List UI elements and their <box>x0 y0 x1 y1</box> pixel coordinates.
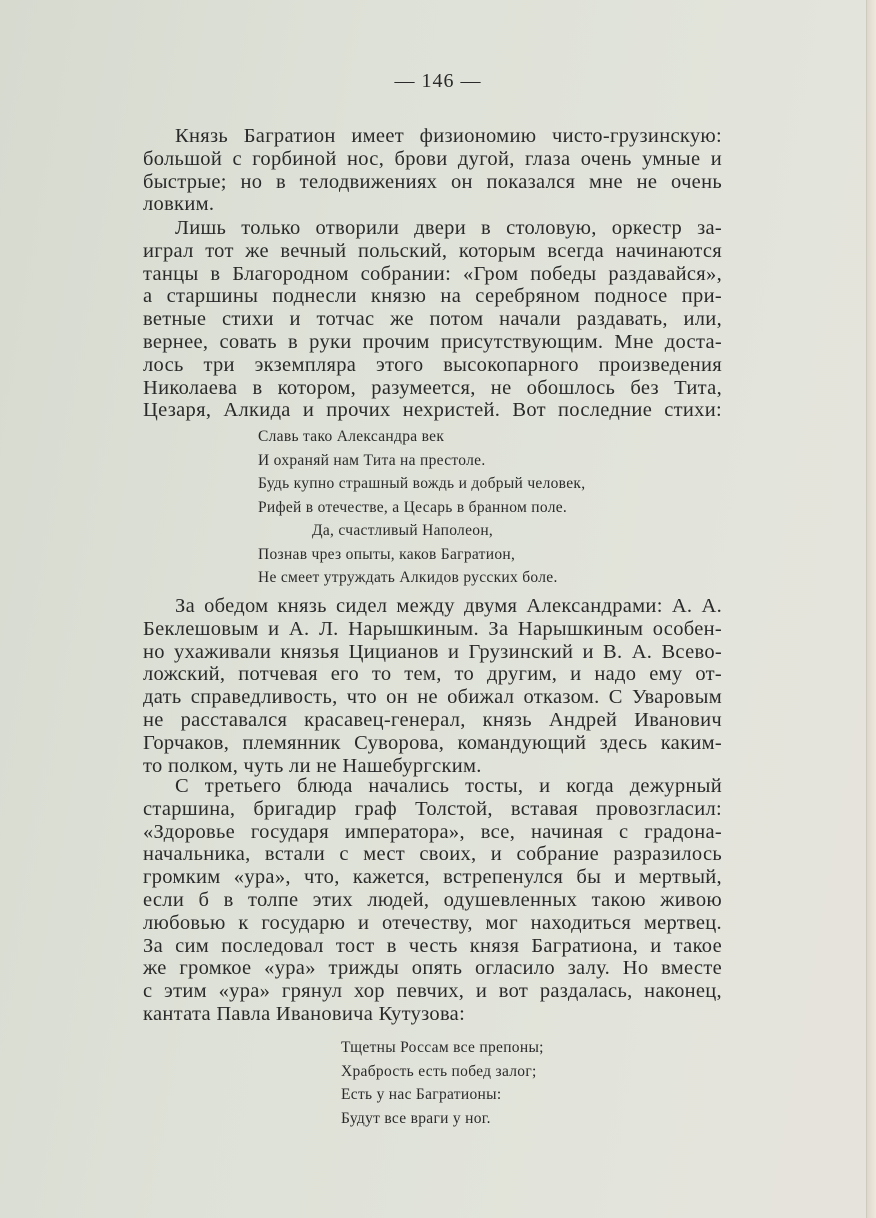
text-line: танцы в Благородном собрании: «Гром победы раздавайся», <box>143 262 722 285</box>
verse-line: Славь тако Александра век <box>258 428 445 445</box>
text-line: но ухаживали князья Цицианов и Грузинский и В. А. Всево- <box>143 640 722 663</box>
paragraph-3 <box>143 595 722 777</box>
paragraph-4 <box>143 775 722 1026</box>
page-number: — 146 — <box>394 70 482 92</box>
text-line: Горчаков, племянник Суворова, командующий здесь каким- <box>143 731 722 754</box>
verse-line: Познав чрез опыты, каков Багратион, <box>258 545 516 563</box>
verse-line: Тщетны Россам все препоны; <box>341 1039 544 1056</box>
verse-line: Рифей в отечестве, а Цесарь в бранном поле. <box>258 498 568 516</box>
paragraph-1 <box>143 125 722 216</box>
text-line: играл тот же вечный польский, которым всегда начинаются <box>143 239 722 262</box>
text-line: если б в толпе этих людей, одушевленных такою живою <box>143 888 722 911</box>
text-line: ветные стихи и тотчас же потом начали раздавать, или, <box>143 308 722 331</box>
text-line: не расставался красавец-генерал, князь Андрей Иванович <box>143 708 722 731</box>
text-line: Князь Багратион имеет физиономию чисто-грузинскую: <box>175 125 722 147</box>
text-line: старшина, бригадир граф Толстой, вставая провозгласил: <box>143 797 722 820</box>
text-line: За обедом князь сидел между двумя Александрами: А. А. <box>175 595 722 617</box>
verse-block-1 <box>258 425 585 590</box>
text-line: вернее, совать в руки прочим присутствующим. Мне доста- <box>143 330 722 353</box>
text-line: лось три экземпляра этого высокопарного произведения <box>143 353 722 376</box>
text-line: громким «ура», что, кажется, встрепенулся бы и мертвый, <box>143 866 722 889</box>
text-line: «Здоровье государя императора», все, начиная с градона- <box>143 820 722 843</box>
paragraph-2 <box>143 217 722 422</box>
verse-line: Будут все враги у ног. <box>341 1109 491 1127</box>
text-line: дать справедливость, что он не обижал отказом. С Уваровым <box>143 686 722 709</box>
verse-line: Есть у нас Багратионы: <box>341 1086 502 1103</box>
verse-line: И охраняй нам Тита на престоле. <box>258 451 486 469</box>
text-line: За сим последовал тост в честь князя Багратиона, и такое <box>143 934 722 957</box>
text-line: быстрые; но в телодвижениях он показался мне не очень <box>143 170 722 193</box>
text-line: любовью к государю и отечеству, мог находиться мертвец. <box>143 911 722 934</box>
verse-block-2 <box>341 1036 544 1130</box>
text-line: ловким. <box>143 193 215 216</box>
text-line: Цезаря, Алкида и прочих нехристей. Вот последние стихи: <box>143 399 722 422</box>
text-line: Беклешовым и А. Л. Нарышкиным. За Нарышкиным особен- <box>143 617 722 640</box>
page-edge <box>866 0 876 1218</box>
verse-line: Да, счастливый Наполеон, <box>312 522 494 539</box>
text-line: а старшины поднесли князю на серебряном подносе при- <box>143 285 722 308</box>
verse-line: Будь купно страшный вождь и добрый человек, <box>258 475 586 492</box>
text-line: же громкое «ура» трижды опять огласило залу. Но вместе <box>143 957 722 980</box>
text-line: ложский, потчевая его то тем, то другим, и надо ему от- <box>143 663 722 686</box>
text-line: то полком, чуть ли не Нашебургским. <box>143 754 482 777</box>
verse-line: Храбрость есть побед залог; <box>341 1062 537 1080</box>
text-line: с этим «ура» грянул хор певчих, и вот раздалась, наконец, <box>143 980 722 1003</box>
text-line: большой с горбиной нос, брови дугой, глаза очень умные и <box>143 147 722 170</box>
text-line: Николаева в котором, разумеется, не обошлось без Тита, <box>143 376 722 399</box>
verse-line: Не смеет утруждать Алкидов русских боле. <box>258 569 558 586</box>
text-line: кантата Павла Ивановича Кутузова: <box>143 1002 466 1025</box>
text-line: Лишь только отворили двери в столовую, оркестр за- <box>175 217 722 239</box>
text-line: начальника, встали с мест своих, и собрание разразилось <box>143 843 722 866</box>
text-line: С третьего блюда начались тосты, и когда дежурный <box>175 775 722 797</box>
